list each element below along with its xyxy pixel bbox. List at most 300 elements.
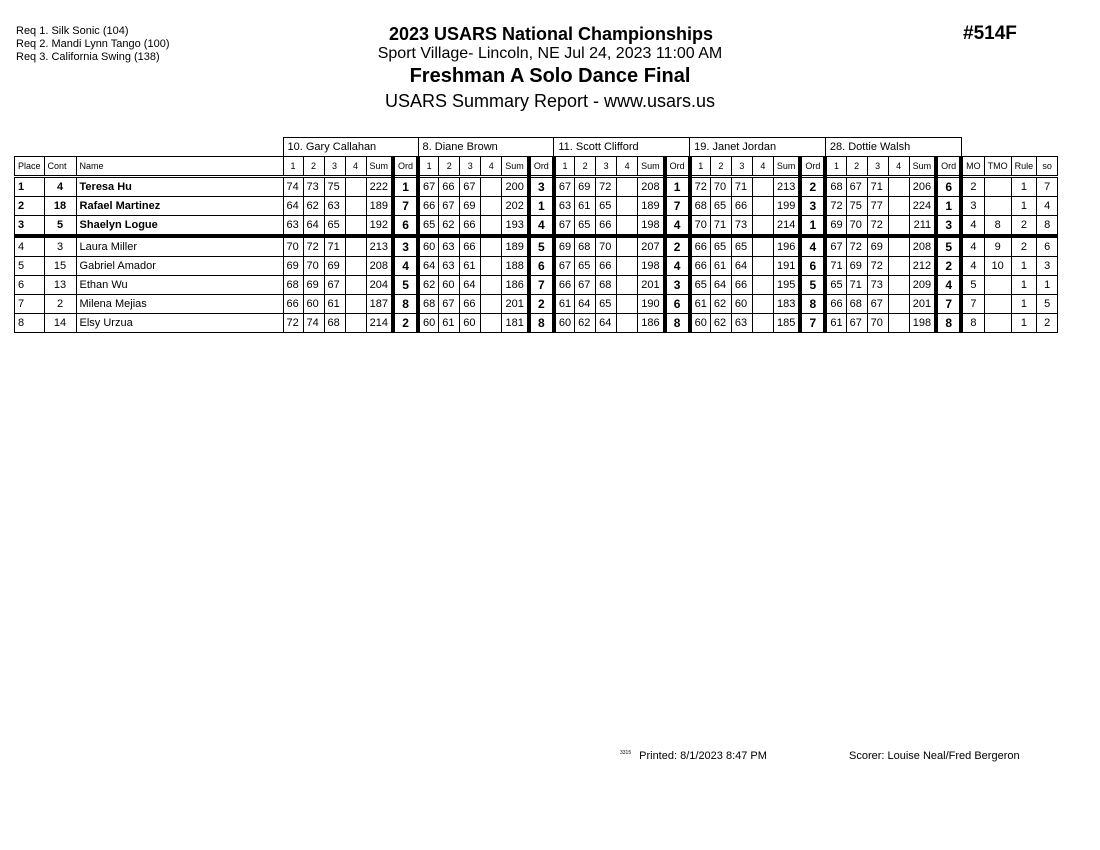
- skater-name-cell: Teresa Hu: [76, 177, 283, 197]
- score-3-cell: 66: [460, 236, 481, 257]
- score-4-cell: [345, 216, 366, 237]
- rule-cell: 1: [1011, 197, 1037, 216]
- score-1-cell: 70: [690, 216, 711, 237]
- score-4-cell: [481, 236, 502, 257]
- mo-cell: 8: [961, 314, 984, 333]
- mo-cell: 4: [961, 257, 984, 276]
- ordinal-cell: 4: [665, 257, 690, 276]
- table-row: [15, 197, 1058, 216]
- judge-name: 10. Gary Callahan: [283, 138, 418, 157]
- score-1-cell: 63: [554, 197, 575, 216]
- score-4-cell: [345, 295, 366, 314]
- score-1-cell: 61: [825, 314, 846, 333]
- ordinal-cell: 2: [665, 236, 690, 257]
- sum-cell: 189: [638, 197, 665, 216]
- ordinal-cell: 6: [936, 177, 961, 197]
- score-4-cell: [617, 276, 638, 295]
- score-4-cell: [481, 197, 502, 216]
- sum-cell: 185: [773, 314, 800, 333]
- score-3-cell: 65: [596, 295, 617, 314]
- score-2-cell: 61: [439, 314, 460, 333]
- sum-cell: 214: [366, 314, 393, 333]
- score-4-cell: [481, 216, 502, 237]
- ordinal-cell: 2: [529, 295, 554, 314]
- ordinal-cell: 5: [393, 276, 418, 295]
- score-2-cell: 62: [575, 314, 596, 333]
- score-3-cell: 72: [867, 257, 888, 276]
- ordinal-cell: 8: [393, 295, 418, 314]
- header-ord: Ord: [800, 157, 825, 177]
- ordinal-cell: 7: [393, 197, 418, 216]
- ordinal-cell: 4: [800, 236, 825, 257]
- score-2-cell: 62: [710, 295, 731, 314]
- score-3-cell: 69: [460, 197, 481, 216]
- request-item: Req 1. Silk Sonic (104): [16, 25, 129, 37]
- score-3-cell: 60: [731, 295, 752, 314]
- sum-cell: 209: [909, 276, 936, 295]
- sum-cell: 187: [366, 295, 393, 314]
- score-2-cell: 69: [575, 177, 596, 197]
- score-4-cell: [345, 177, 366, 197]
- place-cell: 7: [15, 295, 45, 314]
- judge-name: 8. Diane Brown: [418, 138, 554, 157]
- table-row: [15, 314, 1058, 333]
- score-2-cell: 70: [303, 257, 324, 276]
- score-2-cell: 72: [303, 236, 324, 257]
- score-2-cell: 75: [846, 197, 867, 216]
- tmo-cell: [984, 197, 1011, 216]
- score-3-cell: 63: [731, 314, 752, 333]
- score-3-cell: 72: [596, 177, 617, 197]
- score-2-cell: 69: [846, 257, 867, 276]
- header-tmo: TMO: [984, 157, 1011, 177]
- score-1-cell: 64: [418, 257, 439, 276]
- skater-name-cell: Shaelyn Logue: [76, 216, 283, 237]
- header-sum: Sum: [502, 157, 529, 177]
- score-1-cell: 71: [825, 257, 846, 276]
- score-4-cell: [481, 314, 502, 333]
- ordinal-cell: 4: [936, 276, 961, 295]
- sum-cell: 211: [909, 216, 936, 237]
- score-3-cell: 66: [596, 216, 617, 237]
- header-sum: Sum: [773, 157, 800, 177]
- score-3-cell: 65: [596, 197, 617, 216]
- header-sum: Sum: [638, 157, 665, 177]
- score-1-cell: 60: [554, 314, 575, 333]
- ordinal-cell: 3: [800, 197, 825, 216]
- column-header-row: [15, 157, 1058, 177]
- blank-cell: [15, 138, 284, 157]
- score-1-cell: 61: [554, 295, 575, 314]
- score-1-cell: 67: [554, 177, 575, 197]
- mo-cell: 4: [961, 236, 984, 257]
- sum-cell: 207: [638, 236, 665, 257]
- sum-cell: 199: [773, 197, 800, 216]
- mo-cell: 7: [961, 295, 984, 314]
- event-title: Freshman A Solo Dance Final: [409, 65, 691, 87]
- mo-cell: 3: [961, 197, 984, 216]
- score-2-cell: 61: [575, 197, 596, 216]
- score-3-cell: 77: [867, 197, 888, 216]
- so-cell: 1: [1037, 276, 1058, 295]
- skater-name-cell: Rafael Martinez: [76, 197, 283, 216]
- rule-cell: 2: [1011, 236, 1037, 257]
- score-1-cell: 67: [418, 177, 439, 197]
- score-2-cell: 65: [710, 197, 731, 216]
- score-4-cell: [888, 257, 909, 276]
- sum-cell: 191: [773, 257, 800, 276]
- score-4-cell: [888, 276, 909, 295]
- ordinal-cell: 7: [800, 314, 825, 333]
- sum-cell: 208: [366, 257, 393, 276]
- so-cell: 4: [1037, 197, 1058, 216]
- score-3-cell: 69: [324, 257, 345, 276]
- header-ord: Ord: [529, 157, 554, 177]
- ordinal-cell: 1: [665, 177, 690, 197]
- so-cell: 5: [1037, 295, 1058, 314]
- score-2-cell: 71: [710, 216, 731, 237]
- sum-cell: 201: [909, 295, 936, 314]
- header-score-4: 4: [481, 157, 502, 177]
- score-1-cell: 69: [283, 257, 303, 276]
- score-2-cell: 67: [575, 276, 596, 295]
- sum-cell: 202: [502, 197, 529, 216]
- score-1-cell: 66: [690, 257, 711, 276]
- score-2-cell: 65: [575, 216, 596, 237]
- ordinal-cell: 3: [936, 216, 961, 237]
- place-cell: 5: [15, 257, 45, 276]
- score-2-cell: 72: [846, 236, 867, 257]
- score-4-cell: [481, 257, 502, 276]
- score-3-cell: 66: [460, 295, 481, 314]
- score-2-cell: 69: [303, 276, 324, 295]
- score-4-cell: [617, 257, 638, 276]
- event-number: #514F: [963, 23, 1017, 44]
- ordinal-cell: 8: [529, 314, 554, 333]
- score-2-cell: 61: [710, 257, 731, 276]
- venue-date: Sport Village- Lincoln, NE Jul 24, 2023 11:00 AM: [377, 45, 723, 62]
- score-4-cell: [752, 257, 773, 276]
- rule-cell: 1: [1011, 257, 1037, 276]
- sum-cell: 212: [909, 257, 936, 276]
- report-header: [300, 23, 800, 113]
- so-cell: 2: [1037, 314, 1058, 333]
- score-4-cell: [617, 236, 638, 257]
- score-1-cell: 72: [690, 177, 711, 197]
- score-3-cell: 70: [596, 236, 617, 257]
- score-2-cell: 62: [710, 314, 731, 333]
- score-1-cell: 68: [283, 276, 303, 295]
- sum-cell: 208: [909, 236, 936, 257]
- score-3-cell: 71: [867, 177, 888, 197]
- score-1-cell: 60: [418, 236, 439, 257]
- sum-cell: 193: [502, 216, 529, 237]
- score-1-cell: 66: [825, 295, 846, 314]
- skater-name-cell: Milena Mejias: [76, 295, 283, 314]
- score-1-cell: 69: [554, 236, 575, 257]
- mo-cell: 2: [961, 177, 984, 197]
- score-4-cell: [888, 314, 909, 333]
- header-mo: MO: [961, 157, 984, 177]
- score-1-cell: 67: [554, 257, 575, 276]
- score-4-cell: [888, 216, 909, 237]
- score-3-cell: 60: [460, 314, 481, 333]
- header-score-3: 3: [867, 157, 888, 177]
- score-1-cell: 70: [283, 236, 303, 257]
- ordinal-cell: 3: [393, 236, 418, 257]
- tmo-cell: 9: [984, 236, 1011, 257]
- score-2-cell: 70: [846, 216, 867, 237]
- tmo-cell: 8: [984, 216, 1011, 237]
- score-3-cell: 67: [867, 295, 888, 314]
- score-3-cell: 67: [460, 177, 481, 197]
- score-3-cell: 66: [731, 276, 752, 295]
- sum-cell: 198: [638, 216, 665, 237]
- score-1-cell: 66: [418, 197, 439, 216]
- scorer-info: Scorer: Louise Neal/Fred Bergeron: [849, 750, 1020, 762]
- header-score-2: 2: [575, 157, 596, 177]
- ordinal-cell: 4: [665, 216, 690, 237]
- sum-cell: 204: [366, 276, 393, 295]
- score-2-cell: 67: [846, 177, 867, 197]
- score-4-cell: [617, 314, 638, 333]
- table-row: [15, 295, 1058, 314]
- championship-title: 2023 USARS National Championships: [388, 24, 714, 44]
- score-2-cell: 63: [439, 257, 460, 276]
- ordinal-cell: 4: [393, 257, 418, 276]
- sum-cell: 198: [909, 314, 936, 333]
- place-cell: 2: [15, 197, 45, 216]
- cont-cell: 18: [44, 197, 76, 216]
- score-1-cell: 72: [283, 314, 303, 333]
- score-3-cell: 68: [596, 276, 617, 295]
- header-score-1: 1: [690, 157, 711, 177]
- header-name: Name: [76, 157, 283, 177]
- sum-cell: 189: [502, 236, 529, 257]
- ordinal-cell: 1: [529, 197, 554, 216]
- table-row: [15, 257, 1058, 276]
- sum-cell: 189: [366, 197, 393, 216]
- score-2-cell: 68: [575, 236, 596, 257]
- score-1-cell: 69: [825, 216, 846, 237]
- score-4-cell: [752, 295, 773, 314]
- score-4-cell: [888, 295, 909, 314]
- rule-cell: 2: [1011, 216, 1037, 237]
- header-score-4: 4: [345, 157, 366, 177]
- so-cell: 8: [1037, 216, 1058, 237]
- sum-cell: 201: [638, 276, 665, 295]
- skater-name-cell: Elsy Urzua: [76, 314, 283, 333]
- ordinal-cell: 6: [800, 257, 825, 276]
- score-2-cell: 65: [575, 257, 596, 276]
- cont-cell: 4: [44, 177, 76, 197]
- score-4-cell: [617, 197, 638, 216]
- ordinal-cell: 5: [936, 236, 961, 257]
- sum-cell: 188: [502, 257, 529, 276]
- header-so: so: [1037, 157, 1058, 177]
- skater-name-cell: Laura Miller: [76, 236, 283, 257]
- table-row: [15, 276, 1058, 295]
- header-sum: Sum: [366, 157, 393, 177]
- ordinal-cell: 5: [529, 236, 554, 257]
- score-3-cell: 75: [324, 177, 345, 197]
- sum-cell: 195: [773, 276, 800, 295]
- header-score-4: 4: [752, 157, 773, 177]
- rule-cell: 1: [1011, 177, 1037, 197]
- cont-cell: 5: [44, 216, 76, 237]
- so-cell: 3: [1037, 257, 1058, 276]
- score-1-cell: 65: [690, 276, 711, 295]
- header-score-2: 2: [303, 157, 324, 177]
- ordinal-cell: 7: [936, 295, 961, 314]
- score-1-cell: 62: [418, 276, 439, 295]
- header-rule: Rule: [1011, 157, 1037, 177]
- score-2-cell: 65: [710, 236, 731, 257]
- sum-cell: 186: [638, 314, 665, 333]
- ordinal-cell: 8: [800, 295, 825, 314]
- mo-cell: 4: [961, 216, 984, 237]
- score-4-cell: [888, 236, 909, 257]
- so-cell: 7: [1037, 177, 1058, 197]
- score-3-cell: 71: [324, 236, 345, 257]
- header-sum: Sum: [909, 157, 936, 177]
- score-4-cell: [888, 197, 909, 216]
- sum-cell: 213: [773, 177, 800, 197]
- score-2-cell: 68: [846, 295, 867, 314]
- skater-name-cell: Ethan Wu: [76, 276, 283, 295]
- score-3-cell: 65: [731, 236, 752, 257]
- ordinal-cell: 2: [393, 314, 418, 333]
- score-2-cell: 64: [303, 216, 324, 237]
- ordinal-cell: 6: [665, 295, 690, 314]
- ordinal-cell: 4: [529, 216, 554, 237]
- header-ord: Ord: [936, 157, 961, 177]
- ordinal-cell: 1: [800, 216, 825, 237]
- sum-cell: 200: [502, 177, 529, 197]
- score-1-cell: 60: [690, 314, 711, 333]
- score-1-cell: 67: [554, 216, 575, 237]
- place-cell: 4: [15, 236, 45, 257]
- sum-cell: 214: [773, 216, 800, 237]
- score-3-cell: 73: [867, 276, 888, 295]
- score-4-cell: [481, 177, 502, 197]
- score-4-cell: [345, 276, 366, 295]
- score-3-cell: 72: [867, 216, 888, 237]
- blank-cell: [961, 138, 1058, 157]
- cont-cell: 13: [44, 276, 76, 295]
- score-1-cell: 74: [283, 177, 303, 197]
- print-code: 3315: [620, 750, 632, 756]
- header-score-3: 3: [460, 157, 481, 177]
- header-score-2: 2: [846, 157, 867, 177]
- score-3-cell: 66: [596, 257, 617, 276]
- score-4-cell: [345, 314, 366, 333]
- ordinal-cell: 8: [936, 314, 961, 333]
- music-requests: [16, 25, 170, 64]
- sum-cell: 224: [909, 197, 936, 216]
- score-4-cell: [752, 276, 773, 295]
- score-1-cell: 63: [283, 216, 303, 237]
- score-1-cell: 72: [825, 197, 846, 216]
- score-2-cell: 67: [439, 295, 460, 314]
- sum-cell: 206: [909, 177, 936, 197]
- table-row: [15, 177, 1058, 197]
- table-row: [15, 216, 1058, 237]
- sum-cell: 213: [366, 236, 393, 257]
- score-4-cell: [617, 177, 638, 197]
- tmo-cell: [984, 295, 1011, 314]
- score-3-cell: 68: [324, 314, 345, 333]
- table-row: [15, 236, 1058, 257]
- score-2-cell: 62: [303, 197, 324, 216]
- score-2-cell: 60: [303, 295, 324, 314]
- score-1-cell: 64: [283, 197, 303, 216]
- score-4-cell: [617, 295, 638, 314]
- score-3-cell: 70: [867, 314, 888, 333]
- score-1-cell: 68: [825, 177, 846, 197]
- score-4-cell: [888, 177, 909, 197]
- score-3-cell: 64: [731, 257, 752, 276]
- skater-name-cell: Gabriel Amador: [76, 257, 283, 276]
- ordinal-cell: 8: [665, 314, 690, 333]
- so-cell: 6: [1037, 236, 1058, 257]
- score-4-cell: [752, 236, 773, 257]
- ordinal-cell: 7: [665, 197, 690, 216]
- rule-cell: 1: [1011, 314, 1037, 333]
- score-2-cell: 64: [575, 295, 596, 314]
- score-4-cell: [345, 197, 366, 216]
- score-3-cell: 63: [324, 197, 345, 216]
- score-3-cell: 65: [324, 216, 345, 237]
- header-score-3: 3: [324, 157, 345, 177]
- mo-cell: 5: [961, 276, 984, 295]
- sum-cell: 186: [502, 276, 529, 295]
- header-score-1: 1: [825, 157, 846, 177]
- score-3-cell: 64: [460, 276, 481, 295]
- score-1-cell: 67: [825, 236, 846, 257]
- sum-cell: 183: [773, 295, 800, 314]
- score-1-cell: 65: [418, 216, 439, 237]
- header-score-4: 4: [617, 157, 638, 177]
- score-4-cell: [617, 216, 638, 237]
- place-cell: 3: [15, 216, 45, 237]
- score-3-cell: 61: [460, 257, 481, 276]
- judge-name: 11. Scott Clifford: [554, 138, 690, 157]
- score-2-cell: 70: [710, 177, 731, 197]
- place-cell: 6: [15, 276, 45, 295]
- header-score-1: 1: [283, 157, 303, 177]
- score-3-cell: 66: [460, 216, 481, 237]
- tmo-cell: [984, 177, 1011, 197]
- score-2-cell: 71: [846, 276, 867, 295]
- score-2-cell: 64: [710, 276, 731, 295]
- judge-header-row: [15, 138, 1058, 157]
- score-2-cell: 63: [439, 236, 460, 257]
- tmo-cell: [984, 314, 1011, 333]
- ordinal-cell: 7: [529, 276, 554, 295]
- place-cell: 1: [15, 177, 45, 197]
- ordinal-cell: 6: [529, 257, 554, 276]
- judge-name: 28. Dottie Walsh: [825, 138, 961, 157]
- score-1-cell: 66: [283, 295, 303, 314]
- score-4-cell: [752, 197, 773, 216]
- report-subtitle: USARS Summary Report - www.usars.us: [384, 91, 716, 111]
- cont-cell: 15: [44, 257, 76, 276]
- score-2-cell: 66: [439, 177, 460, 197]
- header-score-3: 3: [731, 157, 752, 177]
- score-3-cell: 67: [324, 276, 345, 295]
- cont-cell: 3: [44, 236, 76, 257]
